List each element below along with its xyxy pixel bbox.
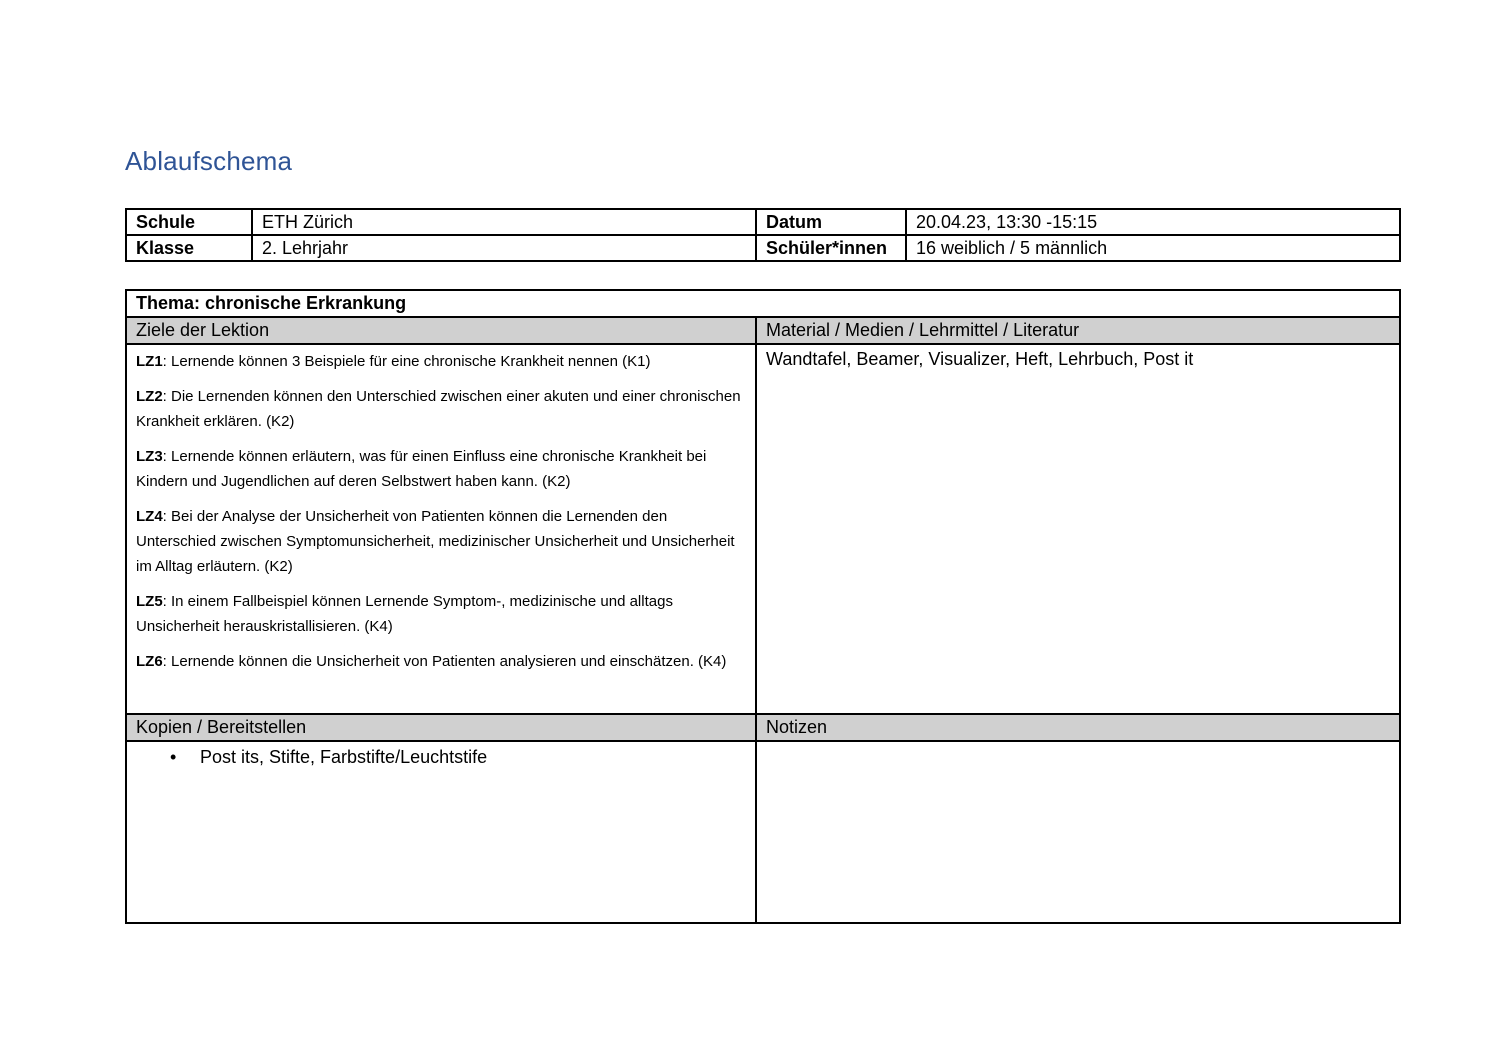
goal-item [136,649,746,674]
goal-text: : Die Lernenden können den Unterschied zwischen einer akuten und einer chronischen Krankheit erklären. (K2) [136,388,741,430]
goal-code: LZ1 [136,353,163,370]
goal-item [136,444,746,494]
kopien-list [136,744,746,770]
info-row-klasse [126,235,1400,261]
notizen-cell [756,741,1400,923]
ziele-header: Ziele der Lektion [126,317,756,344]
klasse-value: 2. Lehrjahr [252,235,756,261]
goal-code: LZ2 [136,388,163,405]
goal-text: : Bei der Analyse der Unsicherheit von Patienten können die Lernenden den Unterschied zwischen Symptomunsicherheit, medizinischer Unsicherheit und Unsicherheit im Alltag erläutern. (K2) [136,508,735,575]
lesson-table [125,289,1401,924]
datum-label: Datum [756,209,906,235]
goal-text: : Lernende können die Unsicherheit von Patienten analysieren und einschätzen. (K4) [162,653,727,670]
kopien-cell [126,741,756,923]
material-value: Wandtafel, Beamer, Visualizer, Heft, Lehrbuch, Post it [756,344,1400,714]
goal-code: LZ4 [136,508,163,525]
goal-code: LZ6 [136,653,163,670]
goal-code: LZ5 [136,593,163,610]
schule-label: Schule [126,209,252,235]
schueler-value: 16 weiblich / 5 männlich [906,235,1400,261]
goal-item [136,589,746,639]
list-item [170,744,746,770]
goal-item [136,504,746,579]
thema-heading: Thema: chronische Erkrankung [126,290,1400,317]
kopien-header: Kopien / Bereitstellen [126,714,756,741]
material-header: Material / Medien / Lehrmittel / Literatur [756,317,1400,344]
goal-item [136,384,746,434]
schule-value: ETH Zürich [252,209,756,235]
info-table [125,208,1401,262]
schueler-label: Schüler*innen [756,235,906,261]
goal-text: : Lernende können 3 Beispiele für eine chronische Krankheit nennen (K1) [162,353,651,370]
bullet-icon: • [170,747,177,767]
datum-value: 20.04.23, 13:30 -15:15 [906,209,1400,235]
kopien-item-text: Post its, Stifte, Farbstifte/Leuchtstife [200,747,488,767]
page-title: Ablaufschema [125,146,293,176]
goal-text: : Lernende können erläutern, was für einen Einfluss eine chronische Krankheit bei Kindern und Jugendlichen auf deren Selbstwert haben kann. (K2) [136,448,707,490]
notizen-header: Notizen [756,714,1400,741]
goal-code: LZ3 [136,448,163,465]
goal-item [136,349,746,374]
info-row-schule [126,209,1400,235]
goal-text: : In einem Fallbeispiel können Lernende Symptom-, medizinische und alltags Unsicherheit herauskristallisieren. (K4) [136,593,673,635]
klasse-label: Klasse [126,235,252,261]
goals-cell [126,344,756,714]
